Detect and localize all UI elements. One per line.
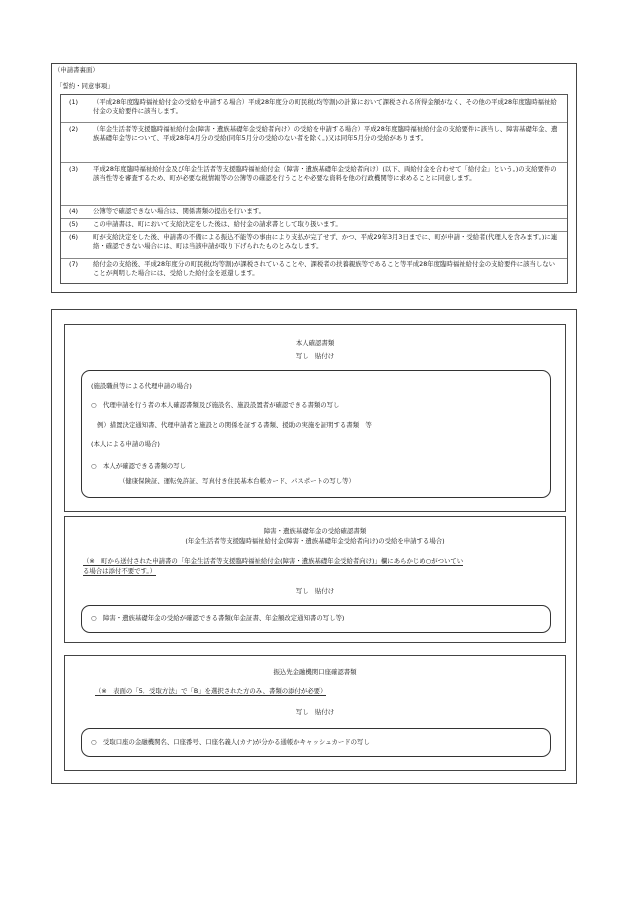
pension-note-line2: る場合は添付不要です。） [83,567,156,575]
bank-item: ○ 受取口座の金融機関名、口座番号、口座名義人(カナ)が分かる通帳かキャッシュカードの写し [91,738,370,746]
attachments-outer-box [51,309,577,784]
back-side-label: （申請書裏面） [54,66,99,74]
self-heading: (本人による申請の場合) [91,440,160,448]
bank-attach-label: 写し 貼付け [295,708,335,716]
identity-title: 本人確認書類 [295,339,335,347]
pledge-item-3: (3) 平成28年度臨時福祉給付金及び年金生活者等支援臨時福祉給付金（障害・遺族基礎年金受給者向け）(以下、両給付金を合わせて「給付金」という。)の支給要件の該当性等を審査するため、町が必要な税情報等の公簿等の確認を行うことや必要な資料を他の行政機関等に求めることに同意します。 [69,165,557,183]
self-item: ○ 本人が確認できる書類の写し [91,462,187,470]
pledge-outer-box [51,63,577,293]
self-example: （健康保険証、運転免許証、写真付き住民基本台帳カード、パスポートの写し等） [119,477,355,485]
bank-title: 振込先金融機関口座確認書類 [273,668,357,676]
proxy-heading: (施設職員等による代理申請の場合) [91,382,192,390]
pension-note-line1: （※ 町から送付された申請書の「年金生活者等支援臨時福祉給付金(障害・遺族基礎年金受給者向け)」欄にあらかじめ○がついてい [83,557,464,565]
identity-section [64,324,566,512]
pension-attach-label: 写し 貼付け [295,587,335,595]
pension-title: 障害・遺族基礎年金の受給確認書類 [263,527,367,535]
pension-section [64,516,566,643]
pension-item: ○ 障害・遺族基礎年金の受給が確認できる書類(年金証書、年金額改定通知書の写し等) [91,614,345,622]
bank-note: （※ 表面の「5．受取方法」で「B」を選択された方のみ、書類の添付が必要） [95,687,327,695]
pledge-item-6: (6) 町が支給決定をした後、申請書の不備による振込不能等の事由により支払が完了せず、かつ、平成29年3月3日までに、町が申請・受給者(代理人を含みます。)に連絡・確認できない場合には、町は当該申請が取り下げられたものとみなします。 [69,233,558,251]
proxy-example: 例）措置決定通知書、代理申請者と施設との関係を証する書類、援助の実施を証明する書類 等 [97,421,372,429]
pledge-item-1: (1) （平成28年度臨時福祉給付金の受給を申請する場合）平成28年度分の町民税(均等割)の計算において課税される所得金額がなく、その他の平成28年度臨時福祉給付金の支給要件に該当します。 [69,98,557,116]
proxy-item: ○ 代理申請を行う者の本人確認書類及び施設名、施設設置者が確認できる書類の写し [91,401,340,409]
pledge-item-2: (2) （年金生活者等支援臨時福祉給付金(障害・遺族基礎年金受給者向け）の受給を申請する場合）平成28年度臨時福祉給付金の支給要件に該当し、障害基礎年金、遺族基礎年金等について、平成28年4月分の受給(同年5月分の受給のない者を除く。)又は同年5月分の受給があります。 [69,125,558,143]
pledge-item-4: (4) 公簿等で確認できない場合は、関係書類の提出を行います。 [69,207,266,215]
pledge-item-5: (5) この申請書は、町において支給決定をした後は、給付金の請求書として取り扱います。 [69,220,342,228]
identity-attach-label: 写し 貼付け [295,352,335,360]
pension-subtitle: (年金生活者等支援臨時福祉給付金(障害・遺族基礎年金受給者向け)の受給を申請する場合) [185,537,445,545]
pledge-item-7: (7) 給付金の支給後、平成28年度分の町民税(均等割)が課税されていることや、課税者の扶養親族等であること等平成28年度臨時福祉給付金の支給要件に該当しないことが判明した場合には、受給した給付金を返還します。 [69,260,556,278]
bank-section [64,655,566,771]
pledge-title: 「誓約・同意事項」 [56,82,114,90]
pledge-list-box [60,94,568,284]
